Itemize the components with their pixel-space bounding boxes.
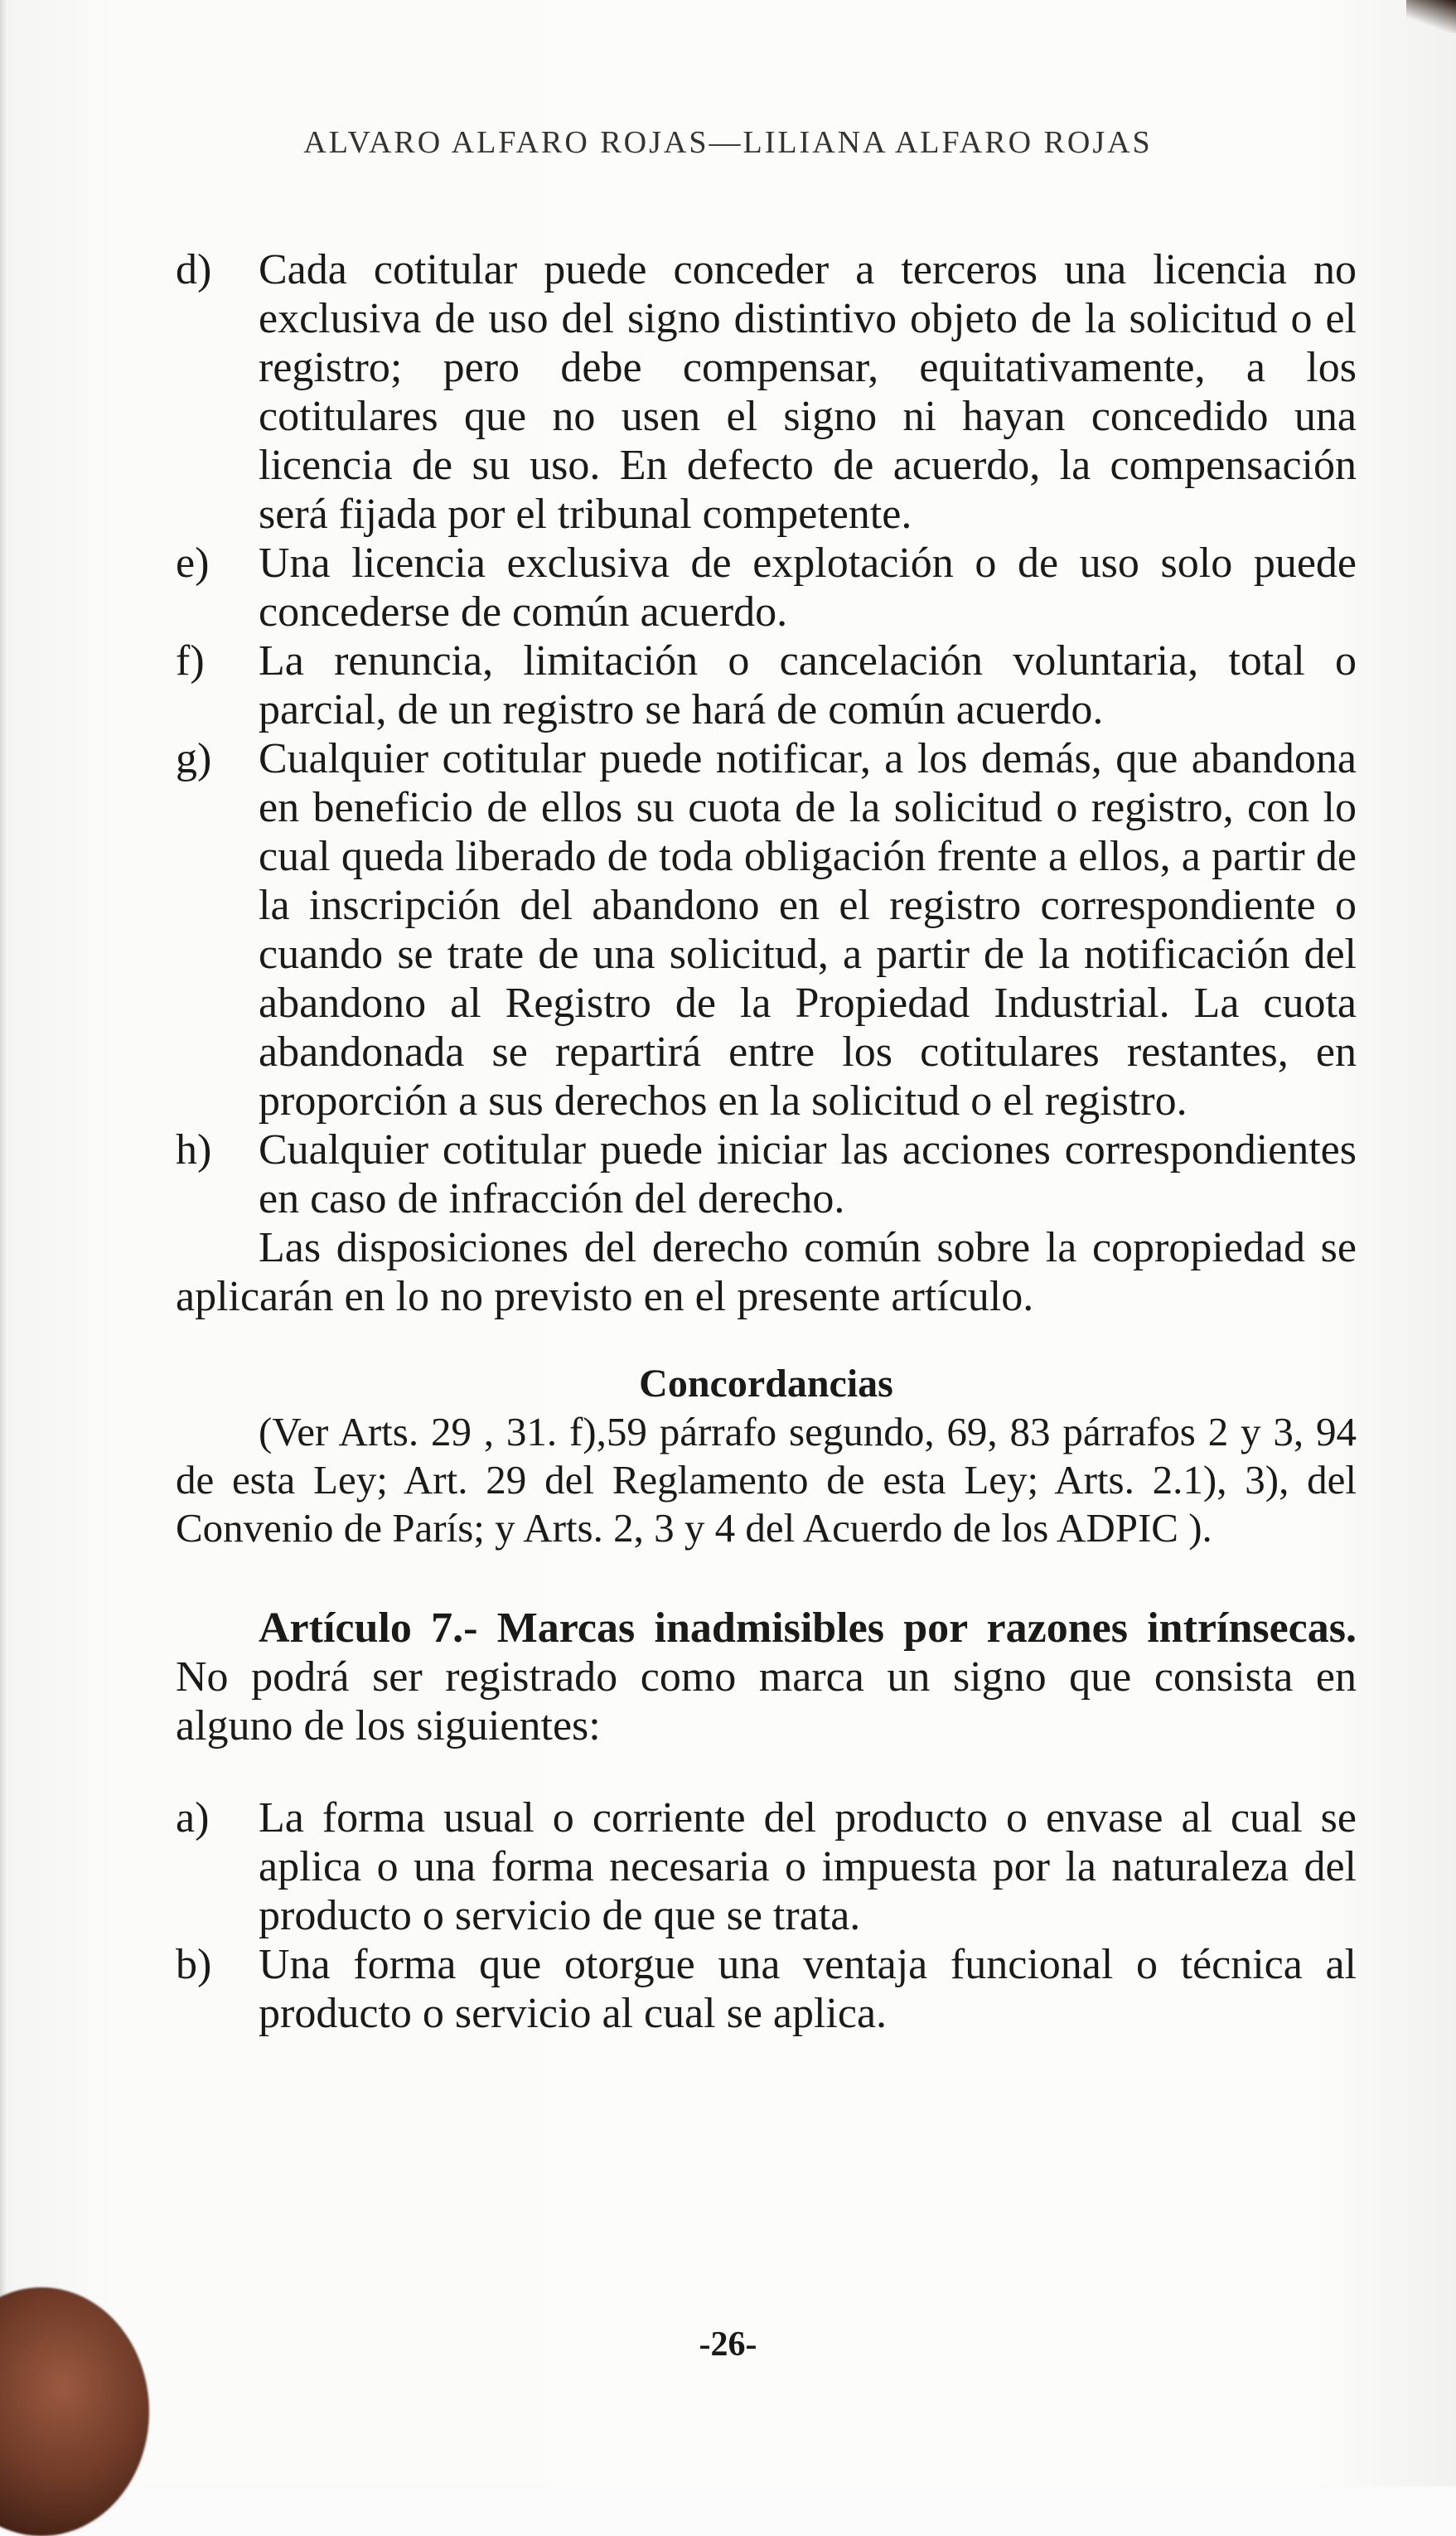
list-item xyxy=(176,734,1357,1125)
concordancias-text: (Ver Arts. 29 , 31. f),59 párrafo segundo, 69, 83 párrafos 2 y 3, 94 de esta Ley; Art. 29 del Reglamento de esta Ley; Arts. 2.1), 3), del Convenio de París; y Arts. 2, 3 y 4 del Acuerdo de los ADPIC ). xyxy=(176,1409,1357,1551)
item-text: Cualquier cotitular puede iniciar las acciones correspondientes en caso de infracción del derecho. xyxy=(259,1126,1357,1222)
list-item xyxy=(176,245,1357,539)
item-label: d) xyxy=(176,246,212,293)
page-edge-shadow xyxy=(0,0,7,2486)
item-label: h) xyxy=(176,1126,212,1174)
item-label: a) xyxy=(176,1794,210,1842)
corner-shadow xyxy=(1406,0,1456,33)
list-item xyxy=(176,539,1357,636)
list-item xyxy=(176,1940,1357,2038)
concordancias-title: Concordancias xyxy=(639,1362,893,1406)
item-label: g) xyxy=(176,735,212,782)
page-body xyxy=(176,245,1357,2038)
item-text: La forma usual o corriente del producto o envase al cual se aplica o una forma necesaria o impuesta por la naturaleza del producto o servicio de que se trata. xyxy=(259,1794,1357,1939)
page-number: -26- xyxy=(699,2325,757,2364)
article-heading: Artículo 7.- Marcas inadmisibles por razones intrínsecas. xyxy=(259,1604,1357,1652)
item-text: Una licencia exclusiva de explotación o de uso solo puede concederse de común acuerdo. xyxy=(259,540,1357,636)
list-item xyxy=(176,1793,1357,1940)
item-text: La renuncia, limitación o cancelación voluntaria, total o parcial, de un registro se hará de común acuerdo. xyxy=(259,637,1357,733)
running-header: ALVARO ALFARO ROJAS—LILIANA ALFARO ROJAS xyxy=(303,125,1153,160)
item-label: f) xyxy=(176,637,205,685)
item-label: b) xyxy=(176,1941,212,1988)
item-text: Una forma que otorgue una ventaja funcional o técnica al producto o servicio al cual se aplica. xyxy=(259,1941,1357,2037)
article-intro: No podrá ser registrado como marca un signo que consista en alguno de los siguientes: xyxy=(176,1653,1357,1750)
item-text: Cada cotitular puede conceder a terceros una licencia no exclusiva de uso del signo distintivo objeto de la solicitud o el registro; pero debe compensar, equitativamente, a los cotitulares que no usen el signo ni hayan concedido una licencia de su uso. En defecto de acuerdo, la compensación será fijada por el tribunal competente. xyxy=(259,246,1357,538)
list-item xyxy=(176,1125,1357,1223)
article-paragraph xyxy=(176,1604,1357,1750)
item-label: e) xyxy=(176,540,210,587)
closing-paragraph: Las disposiciones del derecho común sobre la copropiedad se aplicarán en lo no previsto en el presente artículo. xyxy=(176,1224,1357,1320)
item-text: Cualquier cotitular puede notificar, a los demás, que abandona en beneficio de ellos su cuota de la solicitud o registro, con lo cual queda liberado de toda obligación frente a ellos, a partir de la inscripción del abandono en el registro correspondiente o cuando se trate de una solicitud, a partir de la notificación del abandono al Registro de la Propiedad Industrial. La cuota abandonada se repartirá entre los cotitulares restantes, en proporción a sus derechos en la solicitud o el registro. xyxy=(259,735,1357,1125)
list-item xyxy=(176,636,1357,734)
